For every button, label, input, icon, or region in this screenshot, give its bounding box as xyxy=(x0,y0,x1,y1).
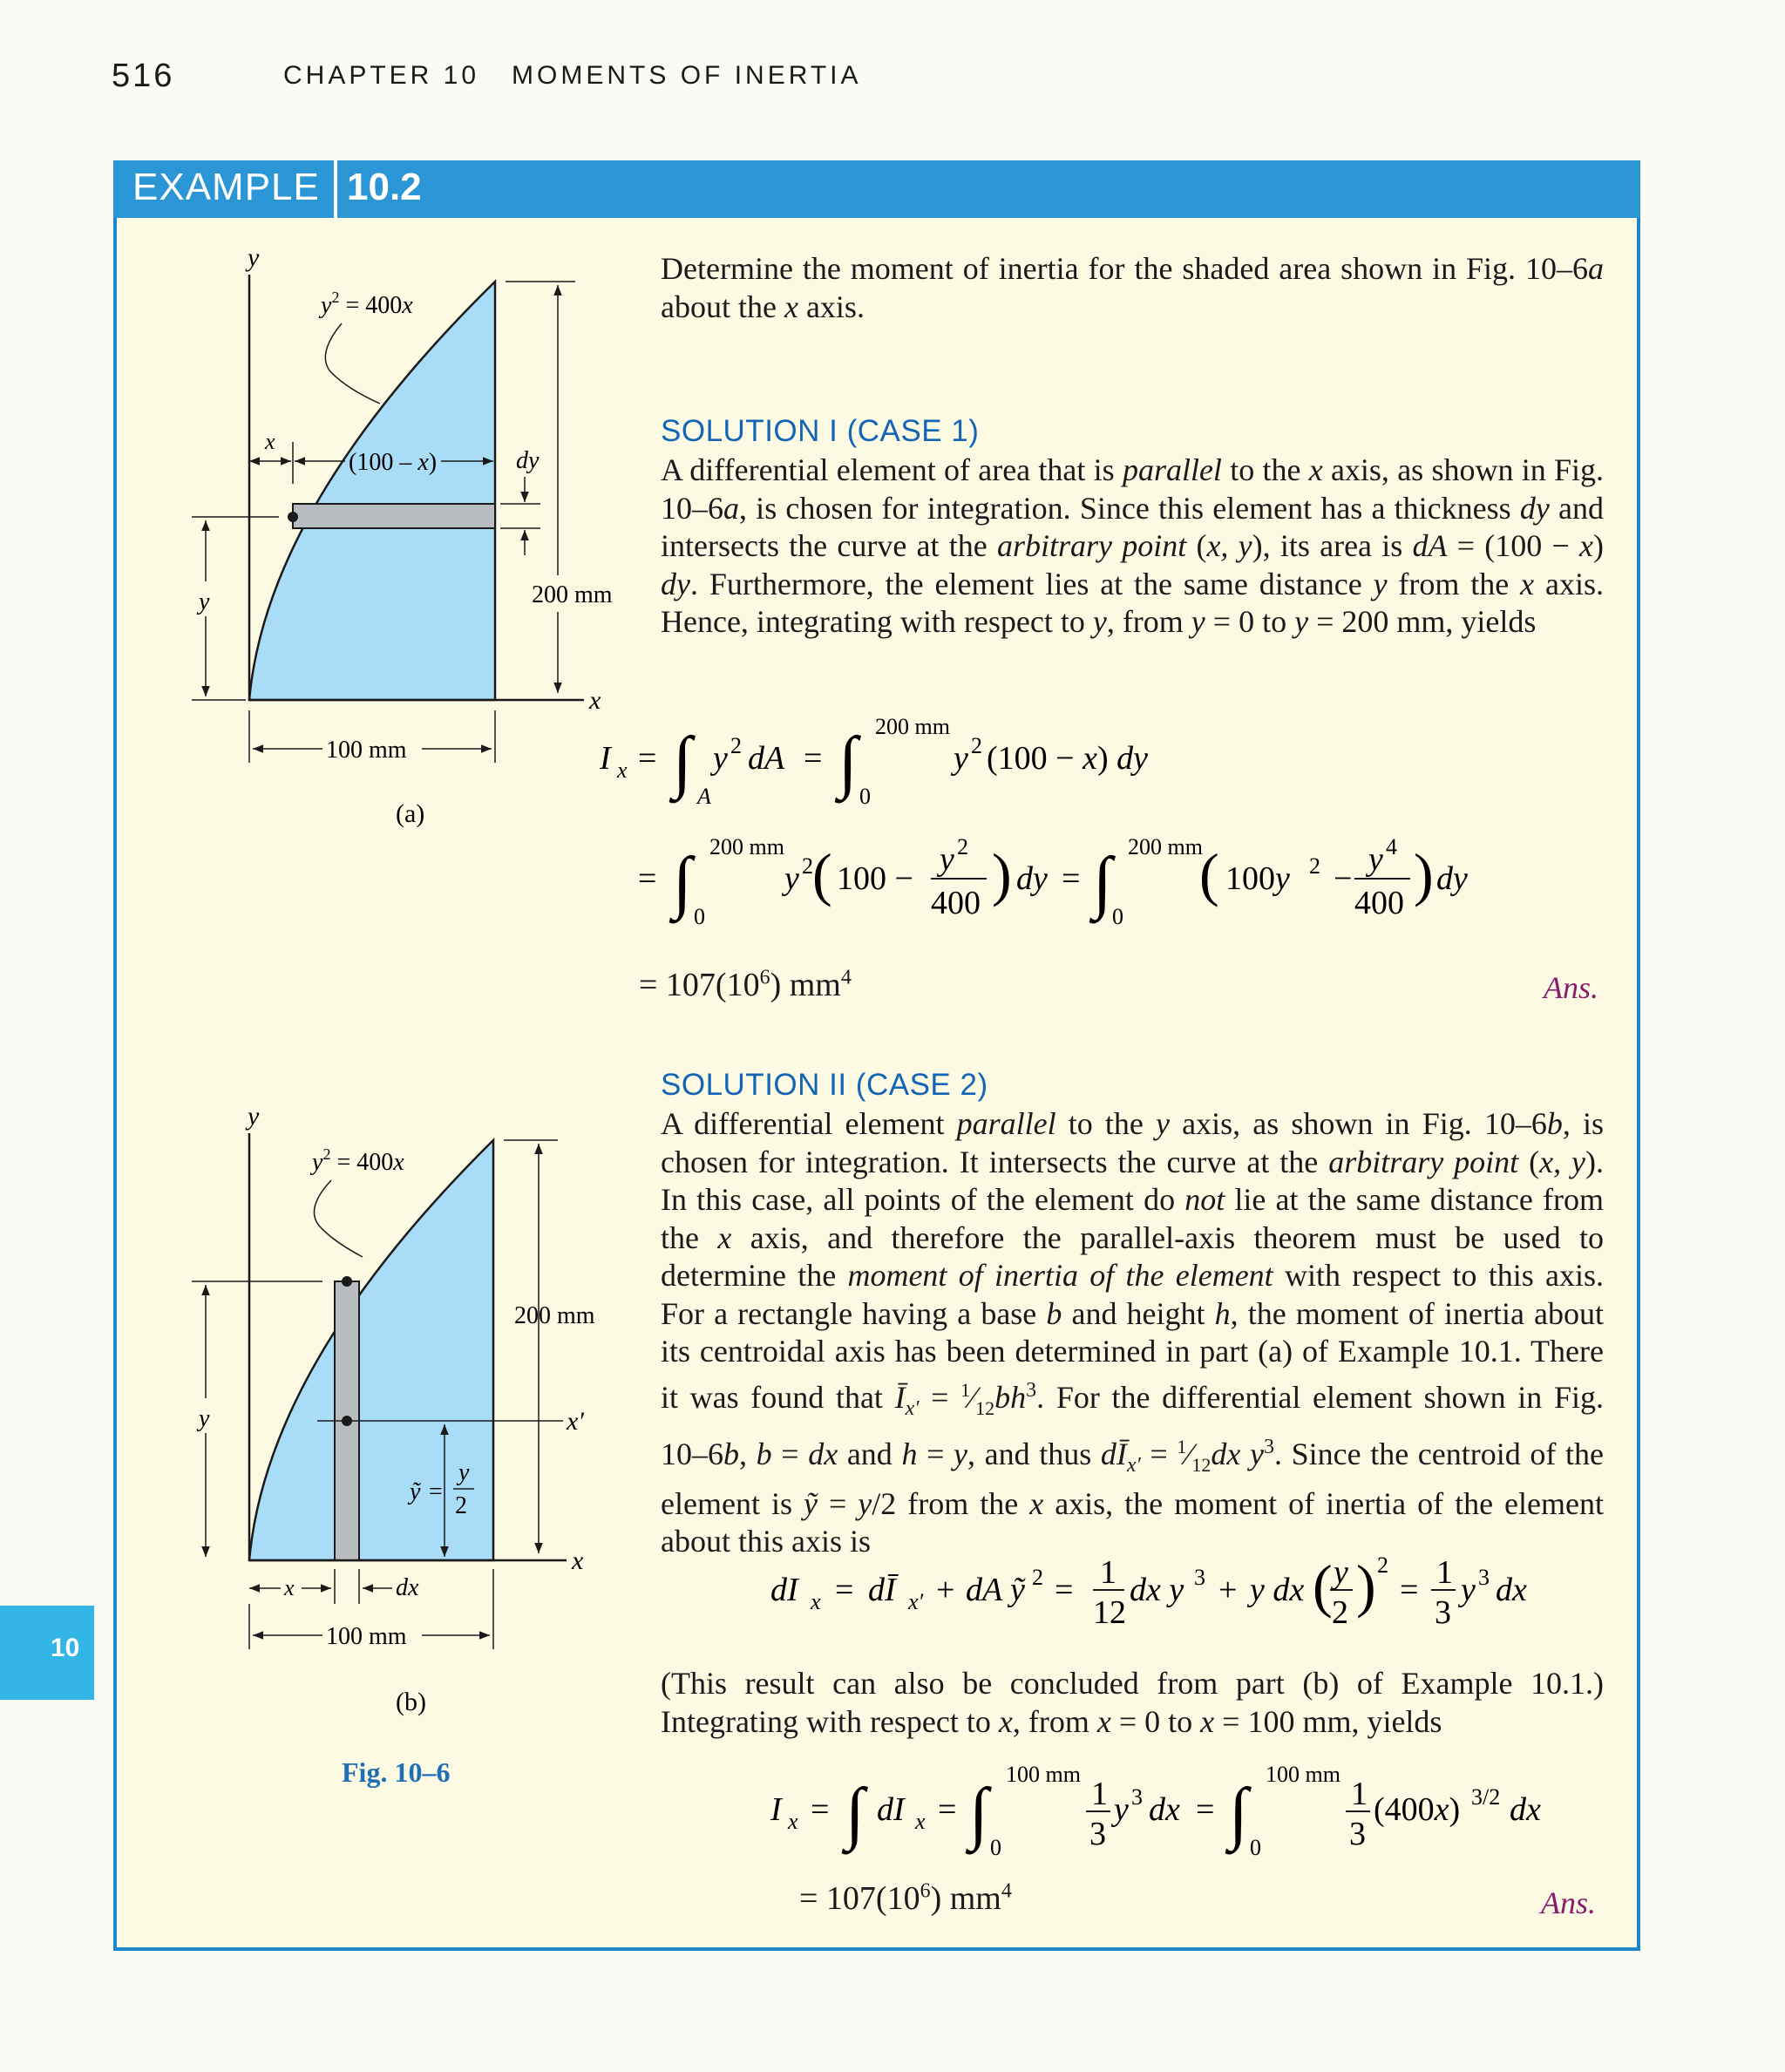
width-dim-label: 100 mm xyxy=(326,1623,407,1650)
figure-a-caption: (a) xyxy=(396,799,425,828)
svg-text:I: I xyxy=(770,1791,782,1828)
svg-text:−: − xyxy=(1334,860,1353,897)
svg-text:=: = xyxy=(804,740,823,777)
svg-text:(: ( xyxy=(1199,841,1219,907)
svg-text:0: 0 xyxy=(859,784,871,809)
svg-text:+: + xyxy=(936,1572,955,1608)
svg-text:=: = xyxy=(835,1572,854,1608)
svg-text:=: = xyxy=(1196,1791,1215,1828)
height-dim-label: 200 mm xyxy=(532,581,613,608)
shaded-area xyxy=(249,282,495,700)
svg-text:(400x): (400x) xyxy=(1374,1791,1461,1828)
y-dim-label: y xyxy=(199,1405,210,1432)
svg-text:): ) xyxy=(992,841,1012,907)
banner-divider xyxy=(334,160,337,218)
svg-text:x: x xyxy=(915,1809,926,1834)
svg-text:x: x xyxy=(788,1809,798,1834)
solution2-text: A differential element parallel to the y axis, as shown in Fig. 10–6b, is chosen for integration. It intersects the curve at the arbitrary point (x, y). In this case, all points of the element do not lie at the same distance from the x axis, and therefore the parallel-axis theorem must be used to determine the moment of inertia of the element with respect to this axis. For a rectangle having a base b and height h, the moment of inertia about its centroidal axis has been determined in part (a) of Example 10.1. There it was found that $Ī_{x'}$ = $^1⁄_{12}bh^3$. For the differential element shown in Fig. 10–6b, b = dx and h = y, and thus $dĪ_{x'}$ = $^1⁄_{12}dx$ $y^3$. Since the centroid of the element is ỹ = y/2 from the x axis, the moment of inertia of the element about this axis is xyxy=(661,1106,1605,1559)
svg-text:1: 1 xyxy=(1100,1554,1116,1591)
solution2-result: = $107(10^6)$ $mm^4$ xyxy=(799,1879,1012,1917)
svg-text:2: 2 xyxy=(971,733,982,758)
svg-text:+: + xyxy=(1218,1572,1238,1608)
svg-text:=: = xyxy=(638,860,657,897)
svg-text:y: y xyxy=(713,740,728,777)
svg-text:∫: ∫ xyxy=(1093,844,1112,921)
solution2-heading: SOLUTION II (CASE 2) xyxy=(661,1068,988,1102)
svg-text:1: 1 xyxy=(1436,1554,1453,1591)
svg-text:3: 3 xyxy=(1131,1784,1143,1810)
svg-text:x: x xyxy=(811,1589,821,1614)
svg-text:dA: dA xyxy=(748,740,785,777)
svg-text:ỹ: ỹ xyxy=(410,1478,421,1505)
svg-text:400: 400 xyxy=(1354,885,1404,921)
svg-text:∫: ∫ xyxy=(838,724,858,800)
svg-text:3: 3 xyxy=(1349,1816,1366,1852)
solution2-text2: (This result can also be concluded from part (b) of Example 10.1.) Integrating with respect to x, from x = 0 to x = 100 mm, yields xyxy=(661,1666,1604,1739)
figure-caption: Fig. 10–6 xyxy=(342,1756,451,1788)
x-axis-label: x xyxy=(589,686,601,715)
svg-text:dI: dI xyxy=(877,1791,905,1828)
svg-text:x′: x′ xyxy=(908,1589,924,1614)
solution2-equation2 xyxy=(758,1761,1595,1865)
svg-text:100y: 100y xyxy=(1225,860,1290,897)
svg-text:∫: ∫ xyxy=(845,1775,865,1851)
svg-text:3: 3 xyxy=(1089,1816,1106,1852)
svg-text:400: 400 xyxy=(931,885,981,921)
example-label: EXAMPLE xyxy=(132,166,320,208)
svg-text:100 mm: 100 mm xyxy=(1266,1762,1340,1787)
svg-text:0: 0 xyxy=(694,904,705,929)
svg-text:200 mm: 200 mm xyxy=(709,834,784,859)
svg-text:2: 2 xyxy=(455,1492,467,1519)
svg-text:0: 0 xyxy=(1112,904,1123,929)
solution2-answer: Ans. xyxy=(1541,1885,1596,1920)
example-banner xyxy=(113,160,1640,218)
svg-text:2: 2 xyxy=(1377,1552,1388,1578)
svg-text:y: y xyxy=(458,1459,470,1486)
svg-text:y dx: y dx xyxy=(1250,1572,1305,1608)
svg-text:y: y xyxy=(784,860,799,897)
dx-label: dx xyxy=(396,1574,419,1601)
solution2-equation1 xyxy=(758,1543,1543,1639)
y-axis-label: y xyxy=(248,243,260,272)
svg-text:dy: dy xyxy=(1436,860,1468,897)
solution1-text: A differential element of area that is parallel to the x axis, as shown in Fig. 10–6a, is chosen for integration. Since this element has a thickness dy and intersects the curve at the arbitrary point (x, y), its area is dA = (100 − x) dy. Furthermore, the element lies at the same distance y from the x axis. Hence, integrating with respect to y, from y = 0 to y = 200 mm, yields xyxy=(661,452,1604,639)
svg-text:2: 2 xyxy=(730,733,742,758)
problem-statement: Determine the moment of inertia for the shaded area shown in Fig. 10–6a about the x axis. xyxy=(661,251,1604,324)
svg-text:1: 1 xyxy=(1351,1776,1368,1812)
svg-text:y: y xyxy=(954,740,968,777)
svg-text:): ) xyxy=(1414,841,1434,907)
svg-text:=: = xyxy=(811,1791,830,1828)
figure-a xyxy=(174,240,645,832)
svg-text:x: x xyxy=(617,757,628,783)
svg-text:dx y: dx y xyxy=(1130,1572,1184,1608)
svg-text:2: 2 xyxy=(1332,1594,1348,1631)
svg-text:2: 2 xyxy=(1309,853,1320,879)
svg-text:4: 4 xyxy=(1386,834,1397,859)
differential-strip xyxy=(293,504,495,528)
y-dim-label: y xyxy=(199,588,210,615)
page-number: 516 xyxy=(112,58,175,94)
svg-text:=: = xyxy=(938,1791,957,1828)
svg-text:y: y xyxy=(940,841,954,878)
running-header: CHAPTER 10 MOMENTS OF INERTIA xyxy=(283,61,862,90)
svg-text:=: = xyxy=(1055,1572,1074,1608)
svg-text:3: 3 xyxy=(1194,1565,1205,1590)
svg-text:=: = xyxy=(638,740,657,777)
svg-text:dx: dx xyxy=(1149,1791,1180,1828)
svg-text:(: ( xyxy=(1313,1552,1333,1619)
svg-text:dA ỹ: dA ỹ xyxy=(966,1572,1025,1608)
svg-text:=: = xyxy=(429,1478,443,1505)
svg-text:=: = xyxy=(1062,860,1081,897)
curve-label: $y^2 = 400x$ xyxy=(312,1145,404,1176)
figure-b xyxy=(174,1098,645,1804)
y-axis-label: y xyxy=(248,1102,260,1131)
solution1-result: = $107(10^6)$ $mm^4$ xyxy=(639,966,852,1003)
svg-text:3: 3 xyxy=(1478,1565,1490,1590)
svg-text:∫: ∫ xyxy=(969,1775,988,1851)
svg-text:A: A xyxy=(697,784,711,809)
svg-text:3/2: 3/2 xyxy=(1471,1784,1501,1810)
solution1-equations xyxy=(584,715,1630,1002)
svg-text:y: y xyxy=(1368,841,1383,878)
svg-text:y: y xyxy=(1461,1572,1476,1608)
svg-text:3: 3 xyxy=(1435,1594,1451,1631)
chapter-tab: 10 xyxy=(0,1606,94,1700)
x-dim-label: x xyxy=(265,429,275,454)
strip-label: (100 – x) xyxy=(349,449,438,476)
svg-text:dy: dy xyxy=(1016,860,1048,897)
svg-text:100 mm: 100 mm xyxy=(1006,1762,1081,1787)
svg-text:dx: dx xyxy=(1496,1572,1527,1608)
x-dim-label: x xyxy=(284,1575,295,1600)
x-axis-label: x xyxy=(572,1546,584,1575)
svg-text:dx: dx xyxy=(1510,1791,1541,1828)
svg-text:2: 2 xyxy=(802,853,813,879)
svg-text:(100 − x) dy: (100 − x) dy xyxy=(987,740,1148,777)
svg-text:∫: ∫ xyxy=(673,844,692,921)
example-number: 10.2 xyxy=(347,166,422,208)
svg-text:y: y xyxy=(1334,1554,1348,1591)
svg-text:200 mm: 200 mm xyxy=(875,715,950,739)
solution1-answer: Ans. xyxy=(1544,970,1598,1005)
x-prime-label: x′ xyxy=(567,1407,584,1436)
curve-label: $y^2 = 400x$ xyxy=(321,289,413,319)
svg-text:∫: ∫ xyxy=(1229,1775,1248,1851)
width-dim-label: 100 mm xyxy=(326,737,407,764)
dy-label: dy xyxy=(516,447,540,474)
svg-text:1: 1 xyxy=(1091,1776,1108,1812)
svg-text:12: 12 xyxy=(1093,1594,1126,1631)
svg-text:I: I xyxy=(600,740,611,777)
solution1-heading: SOLUTION I (CASE 1) xyxy=(661,414,980,448)
svg-text:y: y xyxy=(1114,1791,1129,1828)
svg-text:∫: ∫ xyxy=(673,724,692,800)
svg-text:dĪ: dĪ xyxy=(868,1572,896,1608)
svg-text:(: ( xyxy=(812,841,832,907)
svg-text:0: 0 xyxy=(1250,1835,1261,1860)
svg-text:2: 2 xyxy=(957,834,968,859)
svg-text:200 mm: 200 mm xyxy=(1128,834,1203,859)
svg-text:2: 2 xyxy=(1032,1565,1043,1590)
figure-b-caption: (b) xyxy=(396,1688,426,1716)
svg-text:dI: dI xyxy=(770,1572,798,1608)
height-dim-label: 200 mm xyxy=(514,1302,595,1329)
svg-text:100 −: 100 − xyxy=(837,860,913,897)
svg-text:=: = xyxy=(1400,1572,1419,1608)
svg-text:0: 0 xyxy=(990,1835,1001,1860)
svg-text:): ) xyxy=(1356,1552,1376,1619)
